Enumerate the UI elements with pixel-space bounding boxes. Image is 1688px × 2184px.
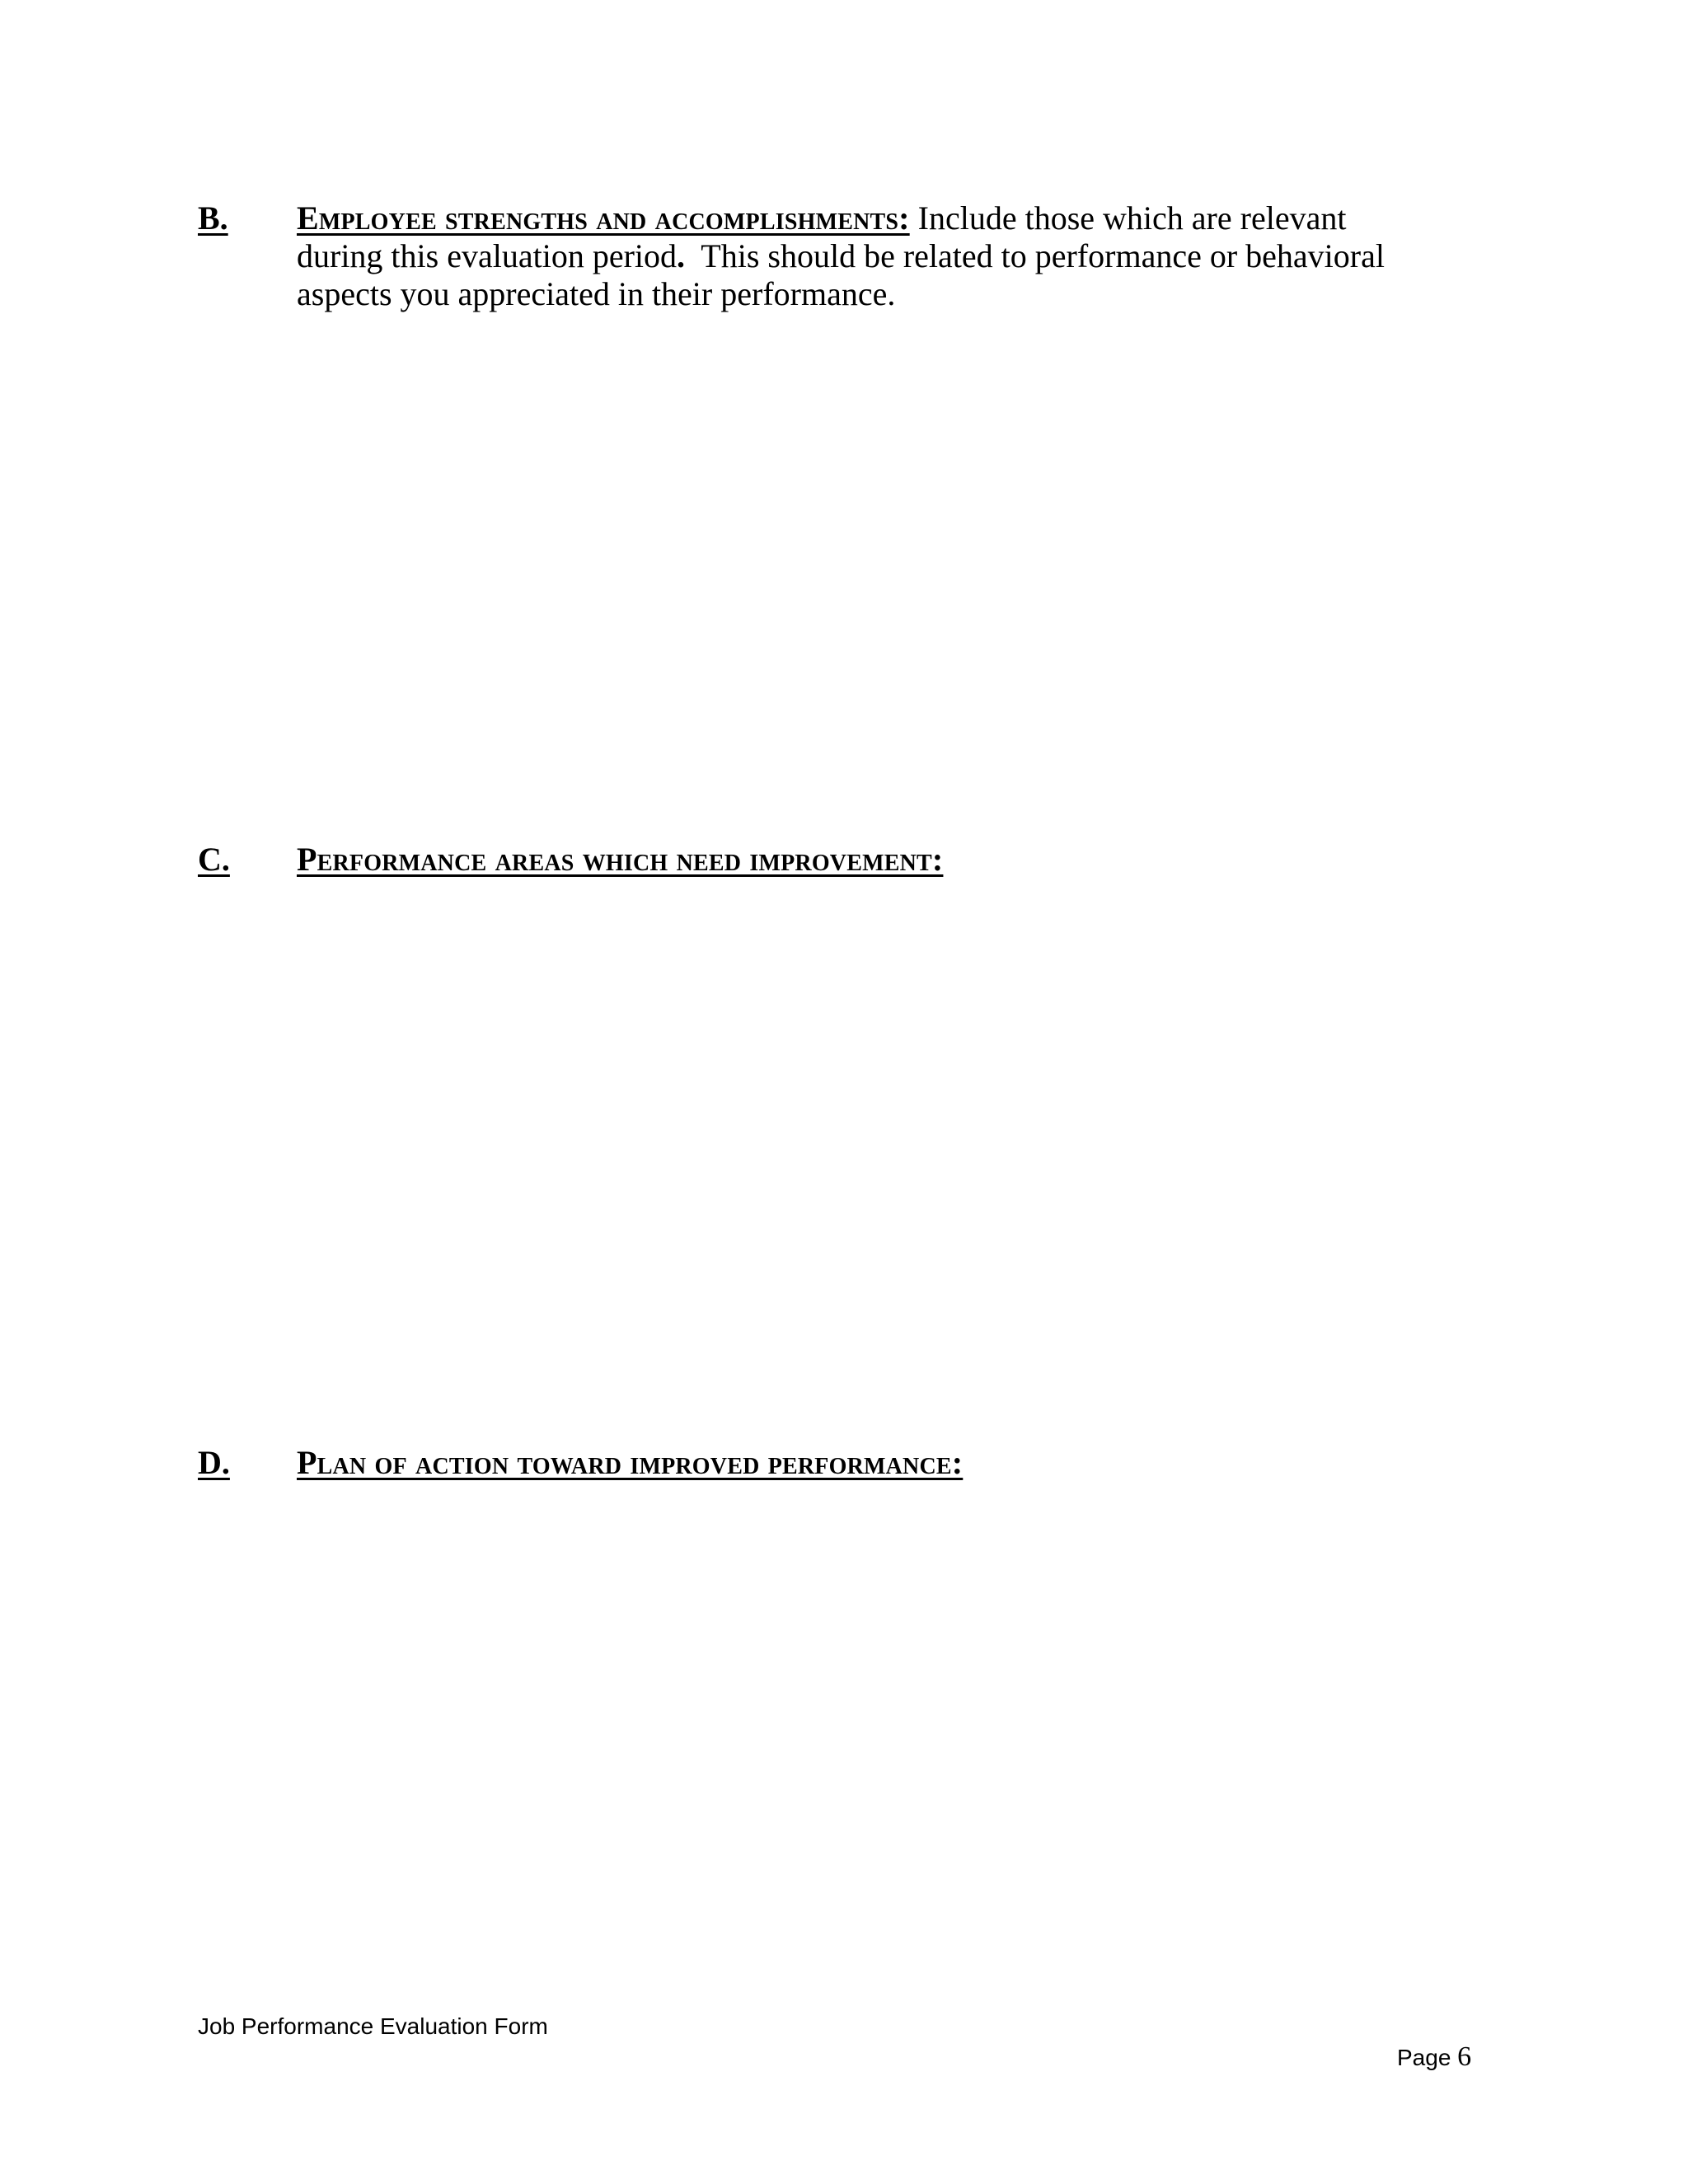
page-number: 6: [1457, 2041, 1472, 2072]
section-b-title: Employee strengths and accomplishments:: [297, 199, 910, 237]
section-c-heading: [198, 841, 1459, 879]
section-d-letter: D.: [198, 1444, 230, 1481]
section-d: [198, 1444, 1459, 1482]
section-b-letter: B.: [198, 199, 228, 237]
section-b-description-line-2a: during this evaluation period: [297, 237, 678, 274]
footer-form-title: Job Performance Evaluation Form: [198, 2013, 548, 2039]
section-b-description-line-2b: This should be related to performance or behavioral: [685, 237, 1385, 274]
section-b-heading: [198, 199, 1459, 237]
section-c-title: Performance areas which need improvement:: [297, 841, 944, 878]
section-b-description-period: .: [677, 237, 686, 274]
section-c: [198, 841, 1459, 879]
footer-page-number: [1397, 2042, 1471, 2074]
section-b-description-line-3: aspects you appreciated in their performance.: [297, 275, 896, 312]
section-b: [198, 199, 1459, 313]
section-b-description: [297, 237, 1459, 313]
page-label: Page: [1397, 2045, 1458, 2070]
section-c-letter: C.: [198, 841, 230, 878]
section-b-description-line-2: [297, 237, 1459, 275]
section-d-heading: [198, 1444, 1459, 1482]
section-d-title: Plan of action toward improved performance:: [297, 1444, 964, 1481]
section-b-description-line-1: Include those which are relevant: [917, 199, 1347, 237]
